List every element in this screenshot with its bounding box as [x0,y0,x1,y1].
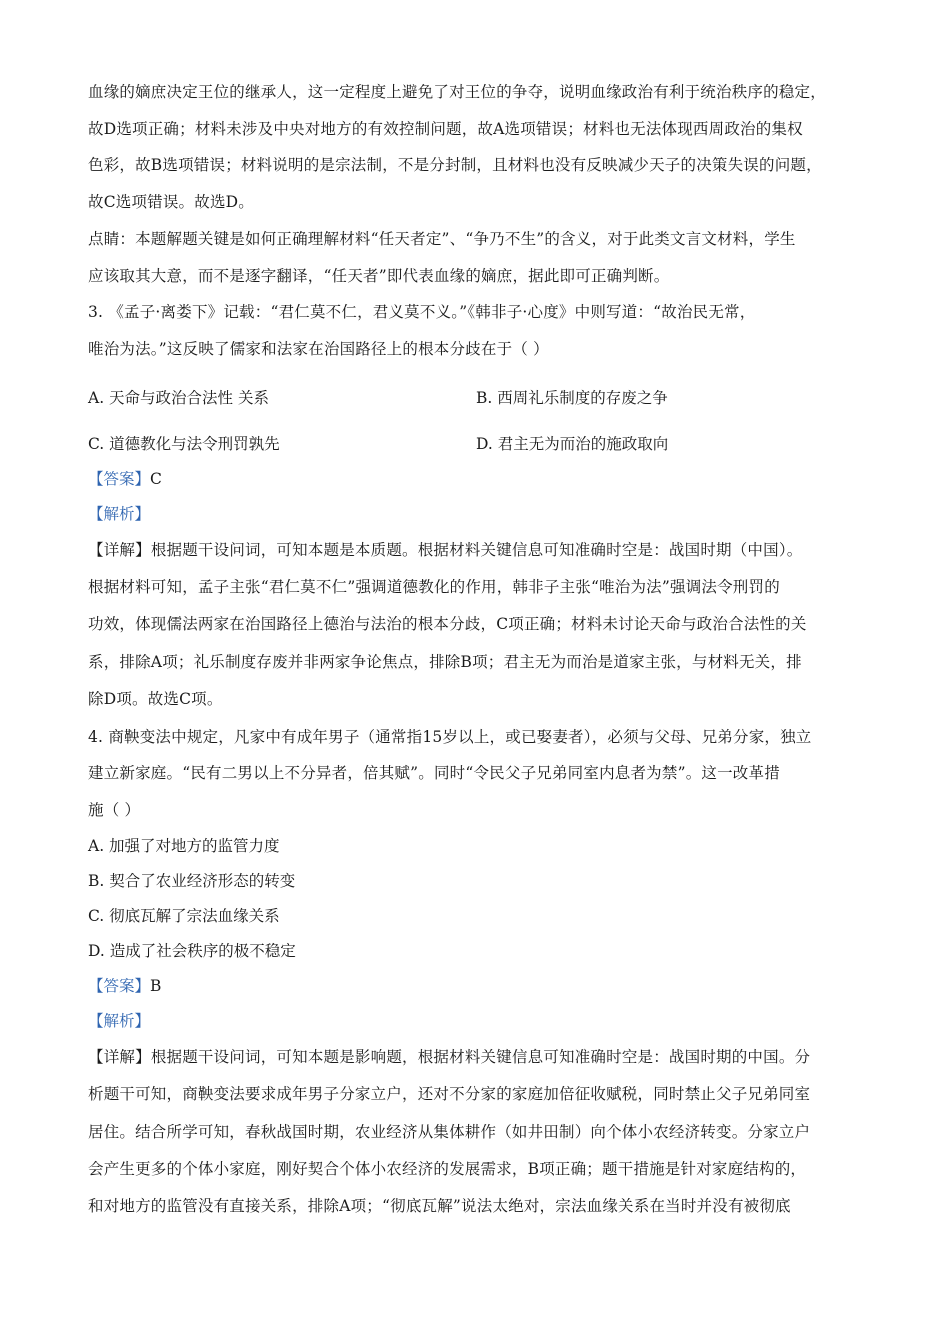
text-line: 会产生更多的个体小家庭，刚好契合个体小农经济的发展需求，B项正确；题干措施是针对家庭结构的， [88,1159,807,1178]
detail-text: 根据题干设问词，可知本题是影响题，根据材料关键信息可知准确时空是：战国时期的中国。分 [150,1047,811,1066]
question-stem-line: 施（ ） [88,801,141,820]
text-line: 故C选项错误。故选D。 [88,193,254,212]
detail-paragraph [88,532,878,719]
option-c: C. 道德教化与法令刑罚孰先 [88,434,280,453]
analysis-line [88,497,878,532]
option-a: A. 加强了对地方的监管力度 [88,836,280,855]
text-line: 应该取其大意，而不是逐字翻译，“任天者”即代表血缘的嫡庶，据此即可正确判断。 [88,266,670,285]
answer-line [88,969,878,1004]
option-row [88,380,878,416]
carryover-explanation [88,74,878,221]
text-line: 色彩，故B选项错误；材料说明的是宗法制，不是分封制，且材料也没有反映减少天子的决策失误的问题， [88,156,822,175]
text-line: 血缘的嫡庶决定王位的继承人，这一定程度上避免了对王位的争夺，说明血缘政治有利于统治秩序的稳定， [88,83,826,101]
analysis-line [88,1004,878,1039]
text-line: 除D项。故选C项。 [88,690,223,709]
question-4 [88,719,878,1226]
text-line: 系，排除A项；礼乐制度存废并非两家争论焦点，排除B项；君主无为而治是道家主张，与材料无关，排 [88,652,802,671]
text-line: 故D选项正确；材料未涉及中央对地方的有效控制问题，故A选项错误；材料也无法体现西周政治的集权 [88,119,803,138]
text-line: 和对地方的监管没有直接关系，排除A项；“彻底瓦解”说法太绝对，宗法血缘关系在当时并没有被彻底 [88,1197,791,1216]
option-row [88,426,878,462]
question-stem-line: 4. 商鞅变法中规定，凡家中有成年男子（通常指15岁以上，或已娶妻者），必须与父母、兄弟分家，独立 [88,727,812,746]
option-b: B. 西周礼乐制度的存废之争 [476,388,668,407]
detail-tag: 【详解】 [88,540,151,559]
analysis-tag: 【解析】 [88,504,151,523]
text-line: 居住。结合所学可知，春秋战国时期，农业经济从集体耕作（如井田制）向个体小农经济转变。分家立户 [88,1122,811,1141]
text-line: 根据材料可知，孟子主张“君仁莫不仁”强调道德教化的作用，韩非子主张“唯治为法”强调法令刑罚的 [88,578,780,597]
text-line: 功效，体现儒法两家在治国路径上德治与法治的根本分歧，C项正确；材料未讨论天命与政治合法性的关 [88,615,807,634]
question-3 [88,294,878,718]
answer-value: C [150,469,162,488]
answer-tag: 【答案】 [88,976,151,995]
option-d: D. 造成了社会秩序的极不稳定 [88,941,296,960]
option-c: C. 彻底瓦解了宗法血缘关系 [88,906,280,925]
option-a: A. 天命与政治合法性 关系 [88,388,269,407]
detail-tag: 【详解】 [88,1047,151,1066]
answer-value: B [150,976,162,995]
text-line [88,532,878,569]
question-stem-line: 唯治为法。”这反映了儒家和法家在治国路径上的根本分歧在于（ ） [88,339,549,358]
option-b: B. 契合了农业经济形态的转变 [88,871,296,890]
answer-line [88,462,878,497]
text-line: 析题干可知，商鞅变法要求成年男子分家立户，还对不分家的家庭加倍征收赋税，同时禁止父子兄弟同室 [88,1085,811,1104]
document-page [88,74,878,1226]
tip-paragraph [88,221,878,294]
option-d: D. 君主无为而治的施政取向 [476,434,669,453]
detail-text: 根据题干设问词，可知本题是本质题。根据材料关键信息可知准确时空是：战国时期（中国）。 [150,540,803,559]
question-stem-line: 3. 《孟子·离娄下》记载：“君仁莫不仁，君义莫不义。”《韩非子·心度》中则写道：“故治民无常， [88,303,756,322]
question-stem-line: 建立新家庭。“民有二男以上不分异者，倍其赋”。同时“令民父子兄弟同室内息者为禁”。这一改革措 [88,764,780,783]
text-line [88,1039,878,1076]
answer-tag: 【答案】 [88,469,151,488]
analysis-tag: 【解析】 [88,1011,151,1030]
text-line: 点睛：本题解题关键是如何正确理解材料“任天者定”、“争乃不生”的含义，对于此类文言文材料，学生 [88,229,796,248]
detail-paragraph [88,1039,878,1226]
